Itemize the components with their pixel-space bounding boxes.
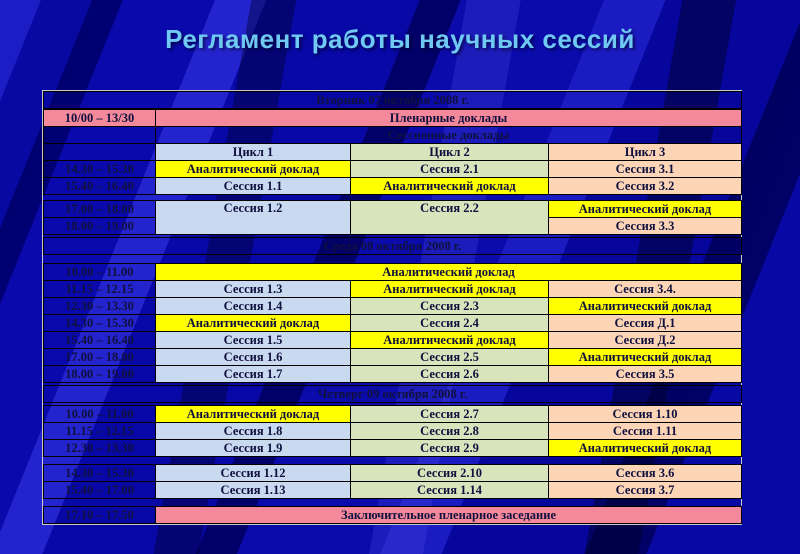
time-cell: 12.30 – 13.30 xyxy=(44,440,156,457)
session-cell: Аналитический доклад xyxy=(351,281,549,298)
schedule-row xyxy=(44,161,742,178)
session-cell: Сессия 2.7 xyxy=(351,406,549,423)
session-cell: Сессия 1.11 xyxy=(549,423,742,440)
schedule-row xyxy=(44,406,742,423)
session-cell: Сессия 2.1 xyxy=(351,161,549,178)
time-cell: 10.00 – 11.00 xyxy=(44,264,156,281)
session-cell: Сессия Д.1 xyxy=(549,315,742,332)
schedule-block xyxy=(43,506,742,524)
session-cell: Цикл 1 xyxy=(156,144,351,161)
session-cell: Сессия 2.9 xyxy=(351,440,549,457)
time-cell: 14.30 – 15.30 xyxy=(44,161,156,178)
schedule-row xyxy=(44,465,742,482)
time-cell: 11.15 – 12.15 xyxy=(44,281,156,298)
session-cell: Сессия 3.3 xyxy=(549,218,742,235)
time-cell: 15.40 – 16.40 xyxy=(44,332,156,349)
session-cell: Сессия 1.7 xyxy=(156,366,351,383)
day-header-cell: Среда 08 октября 2008 г. xyxy=(44,238,742,255)
session-cell: Сессионные доклады xyxy=(156,127,742,144)
session-cell: Аналитический доклад xyxy=(351,178,549,195)
schedule-row xyxy=(44,482,742,499)
schedule-row xyxy=(44,315,742,332)
session-cell: Аналитический доклад xyxy=(549,201,742,218)
session-cell: Сессия 1.2 xyxy=(156,201,351,235)
session-cell: Сессия 1.13 xyxy=(156,482,351,499)
session-cell: Аналитический доклад xyxy=(156,161,351,178)
time-cell: 18.00 – 19.00 xyxy=(44,366,156,383)
schedule-row xyxy=(44,127,742,144)
session-cell: Аналитический доклад xyxy=(549,349,742,366)
session-cell: Сессия 1.3 xyxy=(156,281,351,298)
schedule-row xyxy=(44,440,742,457)
time-cell: 17.00 – 18.00 xyxy=(44,201,156,218)
session-cell: Цикл 3 xyxy=(549,144,742,161)
schedule-row xyxy=(44,332,742,349)
schedule-row xyxy=(44,366,742,383)
session-cell: Сессия 3.5 xyxy=(549,366,742,383)
schedule-block xyxy=(43,263,742,383)
schedule-row xyxy=(44,298,742,315)
session-cell: Аналитический доклад xyxy=(156,315,351,332)
session-cell: Аналитический доклад xyxy=(156,406,351,423)
schedule-row xyxy=(44,144,742,161)
page-title: Регламент работы научных сессий xyxy=(165,24,635,54)
session-cell: Сессия 2.6 xyxy=(351,366,549,383)
session-cell: Цикл 2 xyxy=(351,144,549,161)
schedule-row xyxy=(44,201,742,218)
session-cell: Сессия 3.1 xyxy=(549,161,742,178)
session-cell: Сессия 2.2 xyxy=(351,201,549,235)
schedule-row xyxy=(44,178,742,195)
schedule-row xyxy=(44,349,742,366)
time-cell: 11.15 – 12.15 xyxy=(44,423,156,440)
session-cell: Пленарные доклады xyxy=(156,110,742,127)
session-cell: Аналитический доклад xyxy=(351,332,549,349)
session-cell: Сессия 1.6 xyxy=(156,349,351,366)
schedule-row xyxy=(44,507,742,524)
time-cell: 15.40 – 17.00 xyxy=(44,482,156,499)
time-cell: 15.40 – 16.40 xyxy=(44,178,156,195)
schedule-block xyxy=(43,200,742,235)
day-header-cell: Четверг 09 октября 2008 г. xyxy=(44,386,742,403)
day-header-cell: Вторник 07 октября 2008 г. xyxy=(44,92,742,109)
time-cell: 17.00 – 18.00 xyxy=(44,349,156,366)
session-cell: Сессия 3.4. xyxy=(549,281,742,298)
schedule-row xyxy=(44,281,742,298)
schedule-block xyxy=(43,385,742,403)
schedule-table xyxy=(42,90,742,525)
session-cell: Сессия Д.2 xyxy=(549,332,742,349)
session-cell: Сессия 3.7 xyxy=(549,482,742,499)
time-cell xyxy=(44,144,156,161)
time-cell: 17.10 – 17.50 xyxy=(44,507,156,524)
session-cell: Аналитический доклад xyxy=(549,298,742,315)
session-cell: Сессия 1.5 xyxy=(156,332,351,349)
schedule-row xyxy=(44,110,742,127)
schedule-block xyxy=(43,464,742,499)
time-cell: 18.00 – 19.00 xyxy=(44,218,156,235)
schedule-block xyxy=(43,109,742,195)
session-cell: Сессия 2.5 xyxy=(351,349,549,366)
time-cell: 14.30 – 15.30 xyxy=(44,315,156,332)
schedule-row xyxy=(44,386,742,403)
schedule-row xyxy=(44,423,742,440)
time-cell: 14.30 – 15.30 xyxy=(44,465,156,482)
schedule-row xyxy=(44,264,742,281)
session-cell: Заключительное пленарное заседание xyxy=(156,507,742,524)
session-cell: Сессия 2.8 xyxy=(351,423,549,440)
time-cell: 10.00 – 11.00 xyxy=(44,406,156,423)
session-cell: Сессия 1.9 xyxy=(156,440,351,457)
session-cell: Сессия 2.4 xyxy=(351,315,549,332)
session-cell: Аналитический доклад xyxy=(549,440,742,457)
session-cell: Сессия 1.10 xyxy=(549,406,742,423)
schedule-block xyxy=(43,237,742,255)
session-cell: Сессия 1.4 xyxy=(156,298,351,315)
session-cell: Сессия 1.12 xyxy=(156,465,351,482)
session-cell: Сессия 2.3 xyxy=(351,298,549,315)
session-cell: Аналитический доклад xyxy=(156,264,742,281)
time-cell: 12.30 – 13.30 xyxy=(44,298,156,315)
session-cell: Сессия 3.2 xyxy=(549,178,742,195)
session-cell: Сессия 1.8 xyxy=(156,423,351,440)
session-cell: Сессия 1.1 xyxy=(156,178,351,195)
schedule-block xyxy=(43,405,742,457)
schedule-row xyxy=(44,238,742,255)
time-cell xyxy=(44,127,156,144)
session-cell: Сессия 1.14 xyxy=(351,482,549,499)
schedule-block xyxy=(43,91,742,109)
session-cell: Сессия 3.6 xyxy=(549,465,742,482)
session-cell: 10/00 – 13/30 xyxy=(44,110,156,127)
schedule-row xyxy=(44,92,742,109)
session-cell: Сессия 2.10 xyxy=(351,465,549,482)
